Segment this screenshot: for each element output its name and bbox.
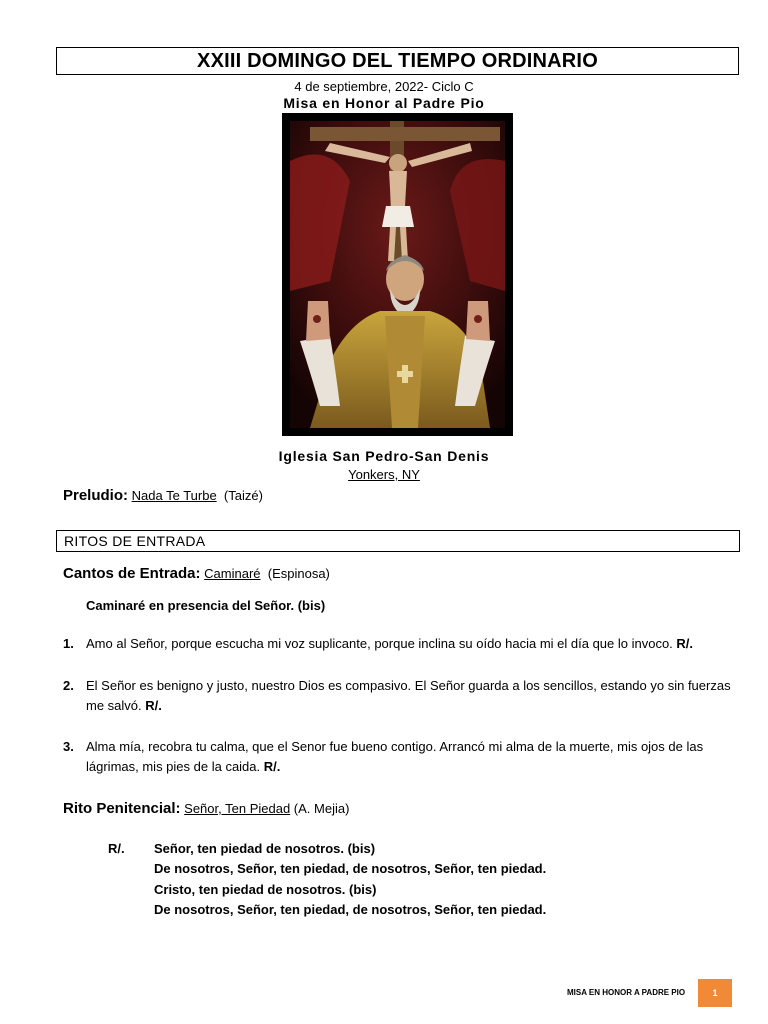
church-name: Iglesia San Pedro-San Denis (278, 448, 490, 464)
response-line: De nosotros, Señor, ten piedad, de nosotros, Señor, ten piedad. (154, 901, 547, 917)
verse-text: Amo al Señor, porque escucha mi voz suplicante, porque inclina su oído hacia mi el día que lo invoco. R/. (86, 636, 694, 651)
section-heading: RITOS DE ENTRADA (56, 530, 740, 552)
response-label: R/. (108, 841, 125, 856)
response-line: Cristo, ten piedad de nosotros. (bis) (154, 881, 377, 897)
verse-number: 1. (63, 636, 74, 651)
preludio-line (63, 487, 263, 504)
page-number: 1 (698, 979, 732, 1007)
cantos-refrain: Caminaré en presencia del Señor. (bis) (86, 598, 326, 613)
preludio-composer: (Taizé) (223, 488, 263, 503)
mass-date: 4 de septiembre, 2022- Ciclo C (294, 79, 474, 94)
rito-line (63, 800, 349, 817)
verse-number: 2. (63, 678, 74, 693)
rito-label: Rito Penitencial: (63, 800, 181, 817)
rito-composer: (A. Mejia) (293, 801, 350, 816)
cantos-song: Caminaré (204, 566, 261, 581)
response-line: Señor, ten piedad de nosotros. (bis) (154, 841, 376, 856)
padre-pio-image (282, 113, 513, 436)
verse-text: El Señor es benigno y justo, nuestro Dios es compasivo. El Señor guarda a los sencillos, estando yo sin fuerzas me salvó. R/. (86, 678, 731, 713)
response-line: De nosotros, Señor, ten piedad, de nosotros, Señor, ten piedad. (154, 861, 547, 877)
cantos-composer: (Espinosa) (267, 566, 330, 581)
footer-text: MISA EN HONOR A PADRE PIO (567, 988, 686, 997)
cantos-label: Cantos de Entrada: (63, 565, 201, 582)
preludio-song: Nada Te Turbe (131, 488, 217, 503)
verse-number: 3. (63, 739, 74, 754)
response-lines (154, 839, 546, 920)
cantos-line (63, 565, 330, 582)
verse-text: Alma mía, recobra tu calma, que el Senor fue bueno contigo. Arrancó mi alma de la muerte, mis ojos de las lágrimas, mis pies de la caida. R/. (86, 739, 704, 774)
rito-song: Señor, Ten Piedad (184, 801, 291, 816)
preludio-label: Preludio: (63, 487, 129, 504)
church-city: Yonkers, NY (348, 467, 420, 482)
page-title: XXIII DOMINGO DEL TIEMPO ORDINARIO (56, 47, 739, 75)
mass-subtitle: Misa en Honor al Padre Pio (283, 95, 485, 111)
